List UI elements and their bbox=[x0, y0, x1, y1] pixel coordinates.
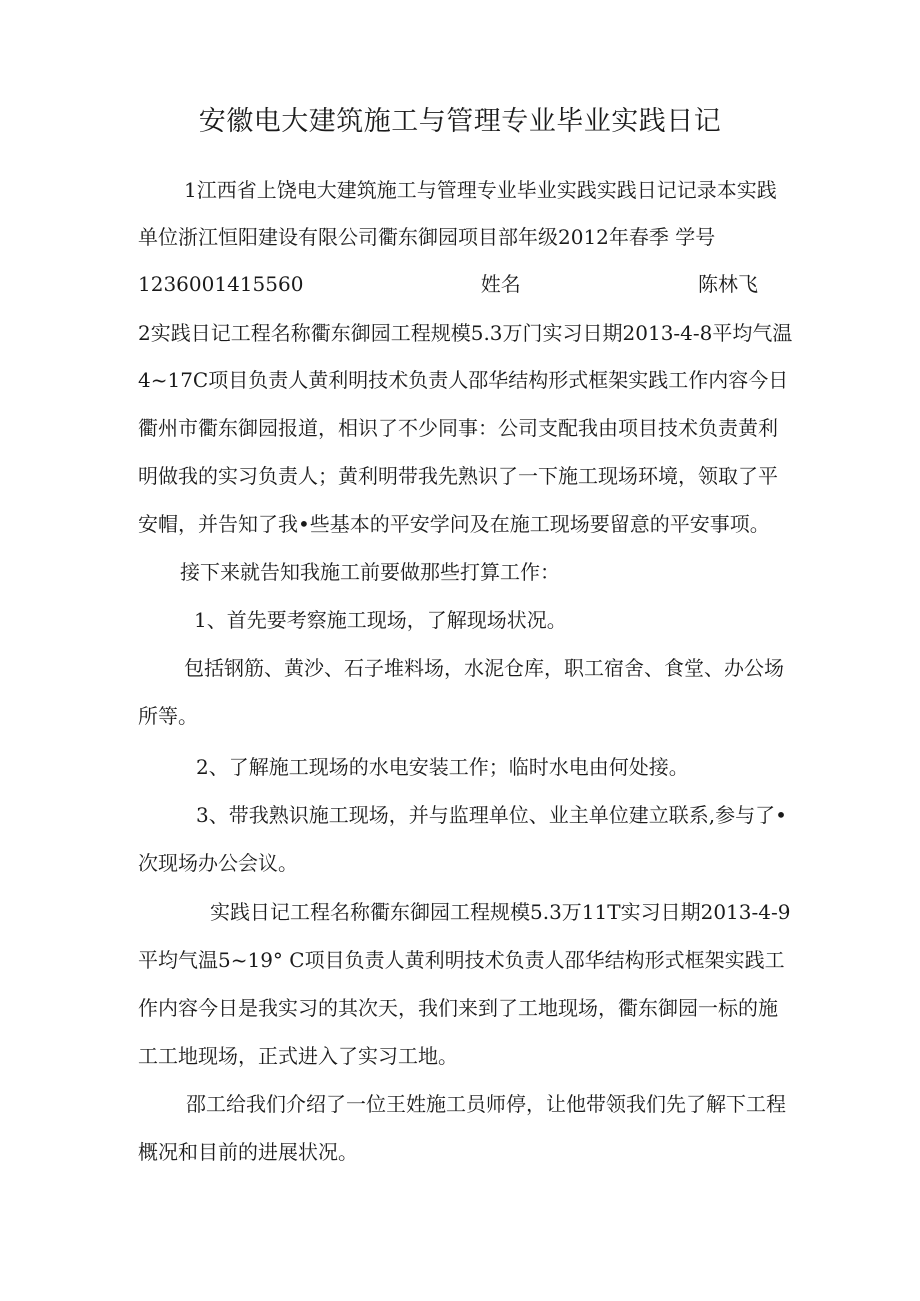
list-item: 2、了解施工现场的水电安装工作；临时水电由何处接。 bbox=[196, 755, 689, 779]
text-line: 概况和目前的进展状况。 bbox=[138, 1140, 358, 1164]
text-line: 次现场办公会议。 bbox=[138, 851, 298, 875]
text-line: 作内容今日是我实习的其次天，我们来到了工地现场，衢东御园一标的施 bbox=[138, 996, 778, 1020]
document-title: 安徽电大建筑施工与管理专业毕业实践日记 bbox=[198, 106, 722, 137]
student-number: 1236001415560 bbox=[138, 272, 304, 296]
student-name: 陈林飞 bbox=[697, 272, 758, 296]
text-line: 安帽，并告知了我•些基本的平安学问及在施工现场要留意的平安事项。 bbox=[138, 512, 770, 536]
text-line: 邵工给我们介绍了一位王姓施工员师停，让他带领我们先了解下工程 bbox=[186, 1092, 786, 1116]
text-line: 包括钢筋、黄沙、石子堆料场，水泥仓库，职工宿舍、食堂、办公场 bbox=[184, 656, 784, 680]
text-line: 实践日记工程名称衢东御园工程规模5.3万11T实习日期2013-4-9 bbox=[210, 900, 791, 924]
text-line: 接下来就告知我施工前要做那些打算工作： bbox=[180, 560, 560, 584]
text-line: 明做我的实习负责人；黄利明带我先熟识了一下施工现场环境，领取了平 bbox=[138, 464, 778, 488]
text-line: 4~17C项目负责人黄利明技术负责人邵华结构形式框架实践工作内容今日 bbox=[138, 368, 789, 392]
text-line: 所等。 bbox=[138, 704, 198, 728]
name-label: 姓名 bbox=[480, 272, 521, 296]
student-info-row bbox=[138, 270, 758, 298]
text-line: 1江西省上饶电大建筑施工与管理专业毕业实践实践日记记录本实践 bbox=[184, 178, 777, 202]
text-line: 工工地现场，正式进入了实习工地。 bbox=[138, 1044, 458, 1068]
text-line: 衢州市衢东御园报道，相识了不少同事：公司支配我由项目技术负责黄利 bbox=[138, 416, 778, 440]
text-line: 单位浙江恒阳建设有限公司衢东御园项目部年级2012年春季 学号 bbox=[138, 225, 716, 249]
text-line: 2实践日记工程名称衢东御园工程规模5.3万门实习日期2013-4-8平均气温 bbox=[138, 321, 793, 345]
list-item: 3、带我熟识施工现场，并与监理单位、业主单位建立联系,参与了• bbox=[196, 803, 787, 827]
text-line: 平均气温5~19° C项目负责人黄利明技术负责人邵华结构形式框架实践工 bbox=[138, 948, 785, 972]
list-item: 1、首先要考察施工现场，了解现场状况。 bbox=[194, 608, 567, 632]
